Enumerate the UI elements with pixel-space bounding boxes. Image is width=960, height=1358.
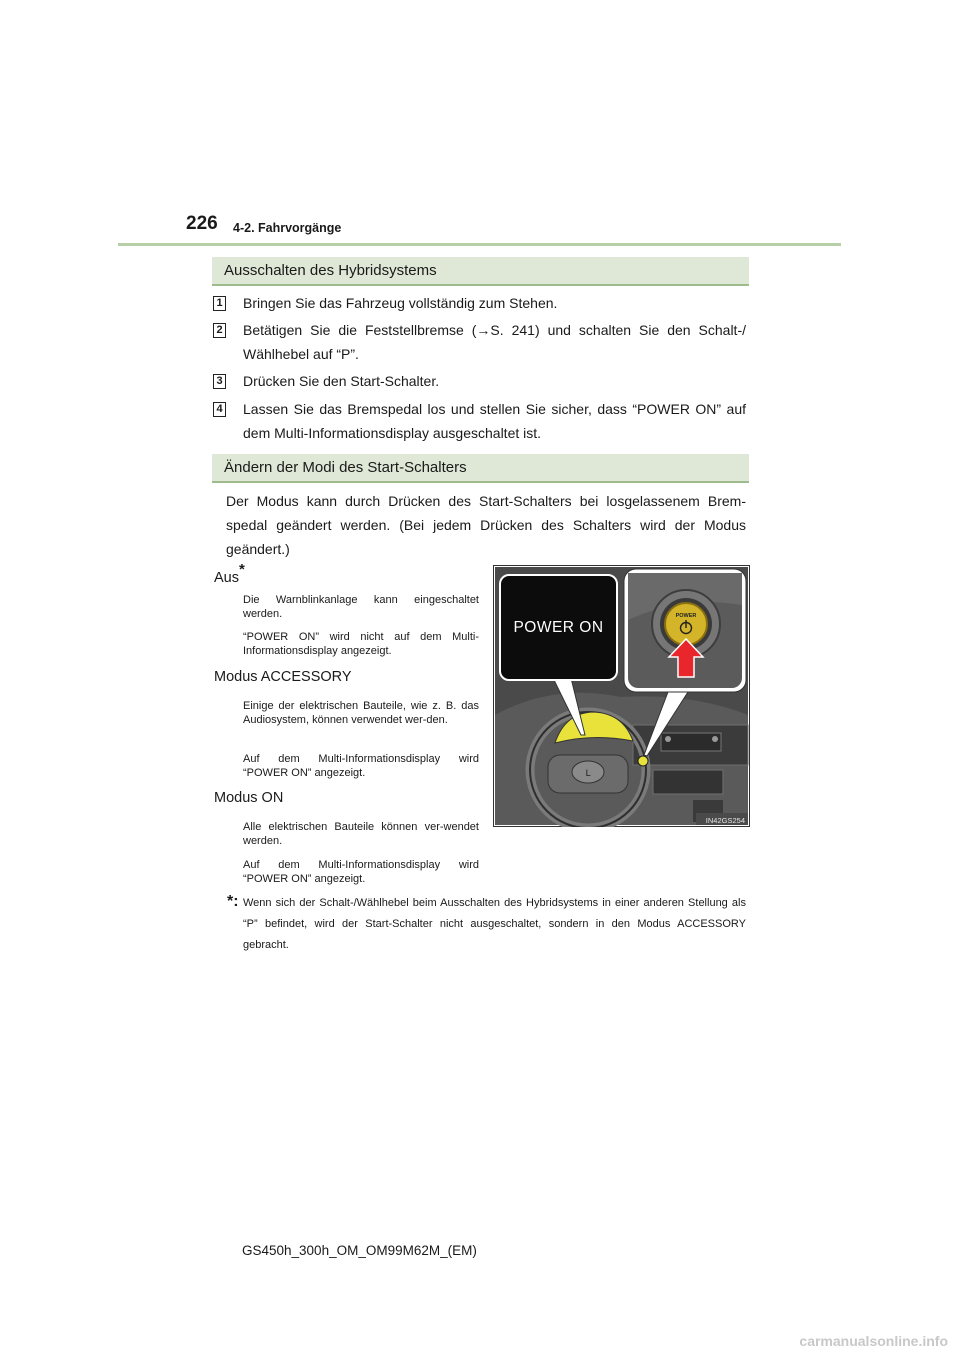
footnote-mark: *: xyxy=(227,893,239,910)
mode-desc: Die Warnblinkanlage kann eingeschaltet werden. xyxy=(243,594,479,620)
intro-paragraph: Der Modus kann durch Drücken des Start-Schalters bei losgelassenem Brem-spedal geändert werden. (Bei jedem Drücken des Schalters wird der Modus geändert.) xyxy=(226,493,746,557)
manual-code: GS450h_300h_OM_OM99M62M_(EM) xyxy=(242,1243,477,1258)
power-on-label: POWER ON xyxy=(513,619,604,636)
step-number: 1 xyxy=(213,296,226,311)
step-text: Lassen Sie das Bremspedal los und stellen Sie sicher, dass “POWER ON” auf dem Multi-Informationsdisplay ausgeschaltet ist. xyxy=(243,401,746,441)
svg-text:L: L xyxy=(585,769,591,779)
page-number: 226 xyxy=(186,213,218,234)
page-reference-arrow: → xyxy=(476,322,491,338)
mode-desc: Auf dem Multi-Informationsdisplay wird “POWER ON” angezeigt. xyxy=(243,859,479,885)
step-text-part: S. 241) und schalten Sie den Schalt-/ Wählhebel auf “P”. xyxy=(243,322,746,362)
step-number: 4 xyxy=(213,402,226,417)
section-title-modes: Ändern der Modi des Start-Schalters xyxy=(212,454,749,483)
footnote-text: Wenn sich der Schalt-/Wählhebel beim Ausschalten des Hybridsystems in einer anderen Stellung als “P” befindet, wird der Start-Schalter nicht ausgeschaltet, sondern in den Modus ACCESSORY gebracht. xyxy=(243,897,746,951)
step-text xyxy=(243,318,746,366)
chapter-title: 4-2. Fahrvorgänge xyxy=(233,221,342,235)
mode-title-text: Aus xyxy=(214,569,239,586)
watermark: carmanualsonline.info xyxy=(799,1333,948,1349)
mode-desc: “POWER ON” wird nicht auf dem Multi-Informationsdisplay angezeigt. xyxy=(243,631,479,657)
step-text: Drücken Sie den Start-Schalter. xyxy=(243,373,440,389)
footnote xyxy=(227,893,746,956)
step-text: Bringen Sie das Fahrzeug vollständig zum Stehen. xyxy=(243,295,558,311)
step-number: 2 xyxy=(213,323,226,338)
dashboard-figure xyxy=(493,565,750,827)
mode-title-accessory: Modus ACCESSORY xyxy=(214,669,352,685)
mode-desc: Einige der elektrischen Bauteile, wie z. B. das Audiosystem, können verwendet wer-den. xyxy=(243,700,479,726)
mode-title-on: Modus ON xyxy=(214,790,284,806)
power-button-label: POWER xyxy=(675,613,697,619)
mode-title-off xyxy=(214,563,245,586)
asterisk: * xyxy=(239,561,245,578)
section-title-shutdown: Ausschalten des Hybridsystems xyxy=(212,257,749,286)
step-number: 3 xyxy=(213,374,226,389)
step-text-part: Betätigen Sie die Feststellbremse ( xyxy=(243,322,477,338)
mode-desc: Auf dem Multi-Informationsdisplay wird “POWER ON” angezeigt. xyxy=(243,753,479,779)
header-rule xyxy=(118,243,841,246)
mode-desc: Alle elektrischen Bauteile können ver-wendet werden. xyxy=(243,821,479,847)
figure-code: IN42GS254 xyxy=(705,816,745,825)
